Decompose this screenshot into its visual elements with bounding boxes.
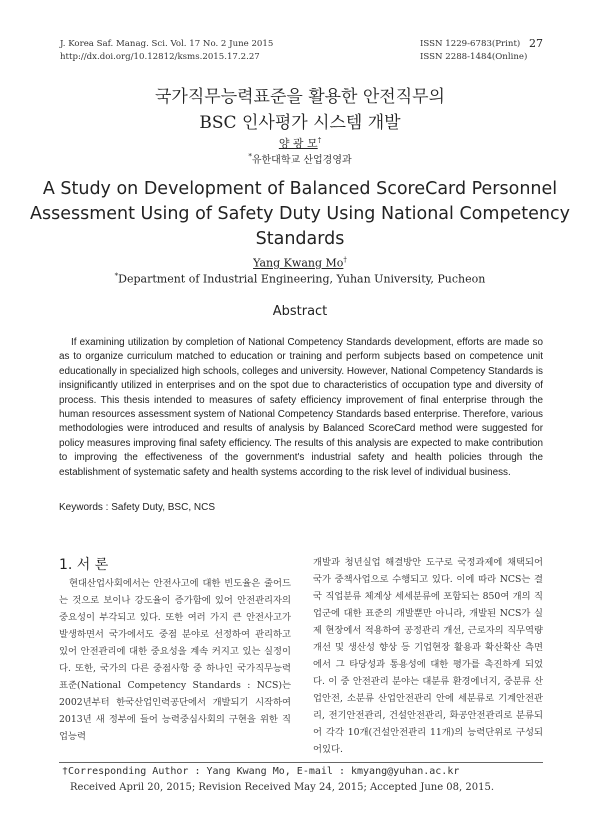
keywords-label: Keywords :: [59, 502, 112, 513]
abstract-text: If examining utilization by completion of National Competency Standards development, efforts are made so as to organize curriculum matched to education or training and perform subjects based on competence unit educationally in specialized high schools, colleges and university. However, National Competency Standards is insignificantly utilized in enterprises and on the spot due to characteristics of occupation type and diversity of process. This thesis intended to measures of safety efficiency improvement of final enterprise through the human resources assessment system of National Competency Standards based enterprise. Therefore, various methodologies were introduced and results of analysis by Balanced ScoreCard method were suggested for policy measures improving final safety efficiency. The results of this analysis are expected to make contribution to improving the effectiveness of the government's industrial safety and health policies through the establishment of systematic safety and health systems according to the risk level of individual business.: [59, 337, 543, 478]
english-affiliation-mark: *: [114, 272, 119, 280]
english-affiliation-text: Department of Industrial Engineering, Yuhan University, Pucheon: [118, 272, 486, 286]
korean-title: [0, 84, 600, 136]
issn-print: ISSN 1229-6783(Print): [420, 39, 521, 49]
english-author: [0, 256, 600, 270]
journal-citation: J. Korea Saf. Manag. Sci. Vol. 17 No. 2 June 2015: [60, 39, 274, 49]
english-author-name: Yang Kwang Mo: [253, 256, 344, 270]
abstract-heading: Abstract: [272, 304, 328, 319]
korean-title-line2: BSC 인사평가 시스템 개발: [199, 113, 401, 133]
received-dates: Received April 20, 2015; Revision Received May 24, 2015; Accepted June 08, 2015.: [70, 782, 495, 793]
issn-block: [420, 38, 527, 64]
korean-affiliation: [0, 151, 600, 166]
english-title-line3: Standards: [255, 229, 345, 249]
journal-header: [60, 38, 273, 64]
body-column-left: 현대산업사회에서는 안전사고에 대한 빈도율은 줄어드는 것으로 보이나 강도율이 증가함에 있어 안전관리자의 중요성이 부각되고 있다. 또한 여러 가지 큰 안전사고가 발생하면서 국가에서도 중점 분야로 선정하여 관리하고 있어 안전관리에 대한 중요성을 계속 커지고 있는 실정이다. 또한, 국가의 다른 중점사항 중 하나인 국가직무능력표준(National Competency Standards : NCS)는 2002년부터 한국산업인력공단에서 개발되기 시작하여 2013년 새 정부에 들어 능력중심사회의 구현을 위한 직업능력: [59, 578, 291, 742]
keywords: [59, 502, 215, 513]
corresponding-author-note: †Corresponding Author : Yang Kwang Mo, E-mail : kmyang@yuhan.ac.kr: [62, 766, 460, 777]
section-heading: 1. 서 론: [59, 557, 109, 573]
footnote-divider: [59, 762, 543, 763]
korean-author-mark: †: [317, 136, 322, 145]
korean-affiliation-text: 유한대학교 산업경영과: [251, 155, 352, 166]
korean-author: [0, 135, 600, 151]
page-number: 27: [529, 37, 543, 50]
doi-link[interactable]: http://dx.doi.org/10.12812/ksms.2015.17.2.27: [60, 52, 260, 62]
keywords-list: Safety Duty, BSC, NCS: [111, 502, 215, 513]
body-column-right: 개발과 청년실업 해결방안 도구로 국정과제에 채택되어 국가 중책사업으로 수행되고 있다. 이에 따라 NCS는 결국 직업분류 체계상 세세분류에 포함되는 850여 개의 직업군에 대한 표준의 개발뿐만 아니라, 개발된 NCS가 실제 현장에서 적용하여 공정관리 개선, 근로자의 직무역량 개선 및 생산성 향상 등 기업현장 활용과 확산확산 측면에서 그 타당성과 통용성에 대한 평가를 촉진하게 되었다. 이 중 안전관리 분야는 대분류 환경에너지, 중분류 산업안전, 소분류 산업안전관리 안에 세분류로 기계안전관리, 전기안전관리, 건설안전관리, 화공안전관리로 분류되어 각각 10개(건설안전관리 11개)의 능력단위로 구성되어있다.: [313, 557, 543, 755]
english-author-mark: †: [343, 256, 347, 264]
korean-affiliation-mark: *: [248, 152, 252, 161]
korean-author-name: 양 광 모: [278, 137, 318, 150]
english-title: [0, 177, 600, 252]
english-affiliation: [0, 272, 600, 286]
english-title-line1: A Study on Development of Balanced ScoreCard Personnel: [42, 179, 558, 199]
english-title-line2: Assessment Using of Safety Duty Using National Competency: [30, 204, 570, 224]
issn-online: ISSN 2288-1484(Online): [420, 52, 528, 62]
korean-title-line1: 국가직무능력표준을 활용한 안전직무의: [155, 87, 445, 107]
